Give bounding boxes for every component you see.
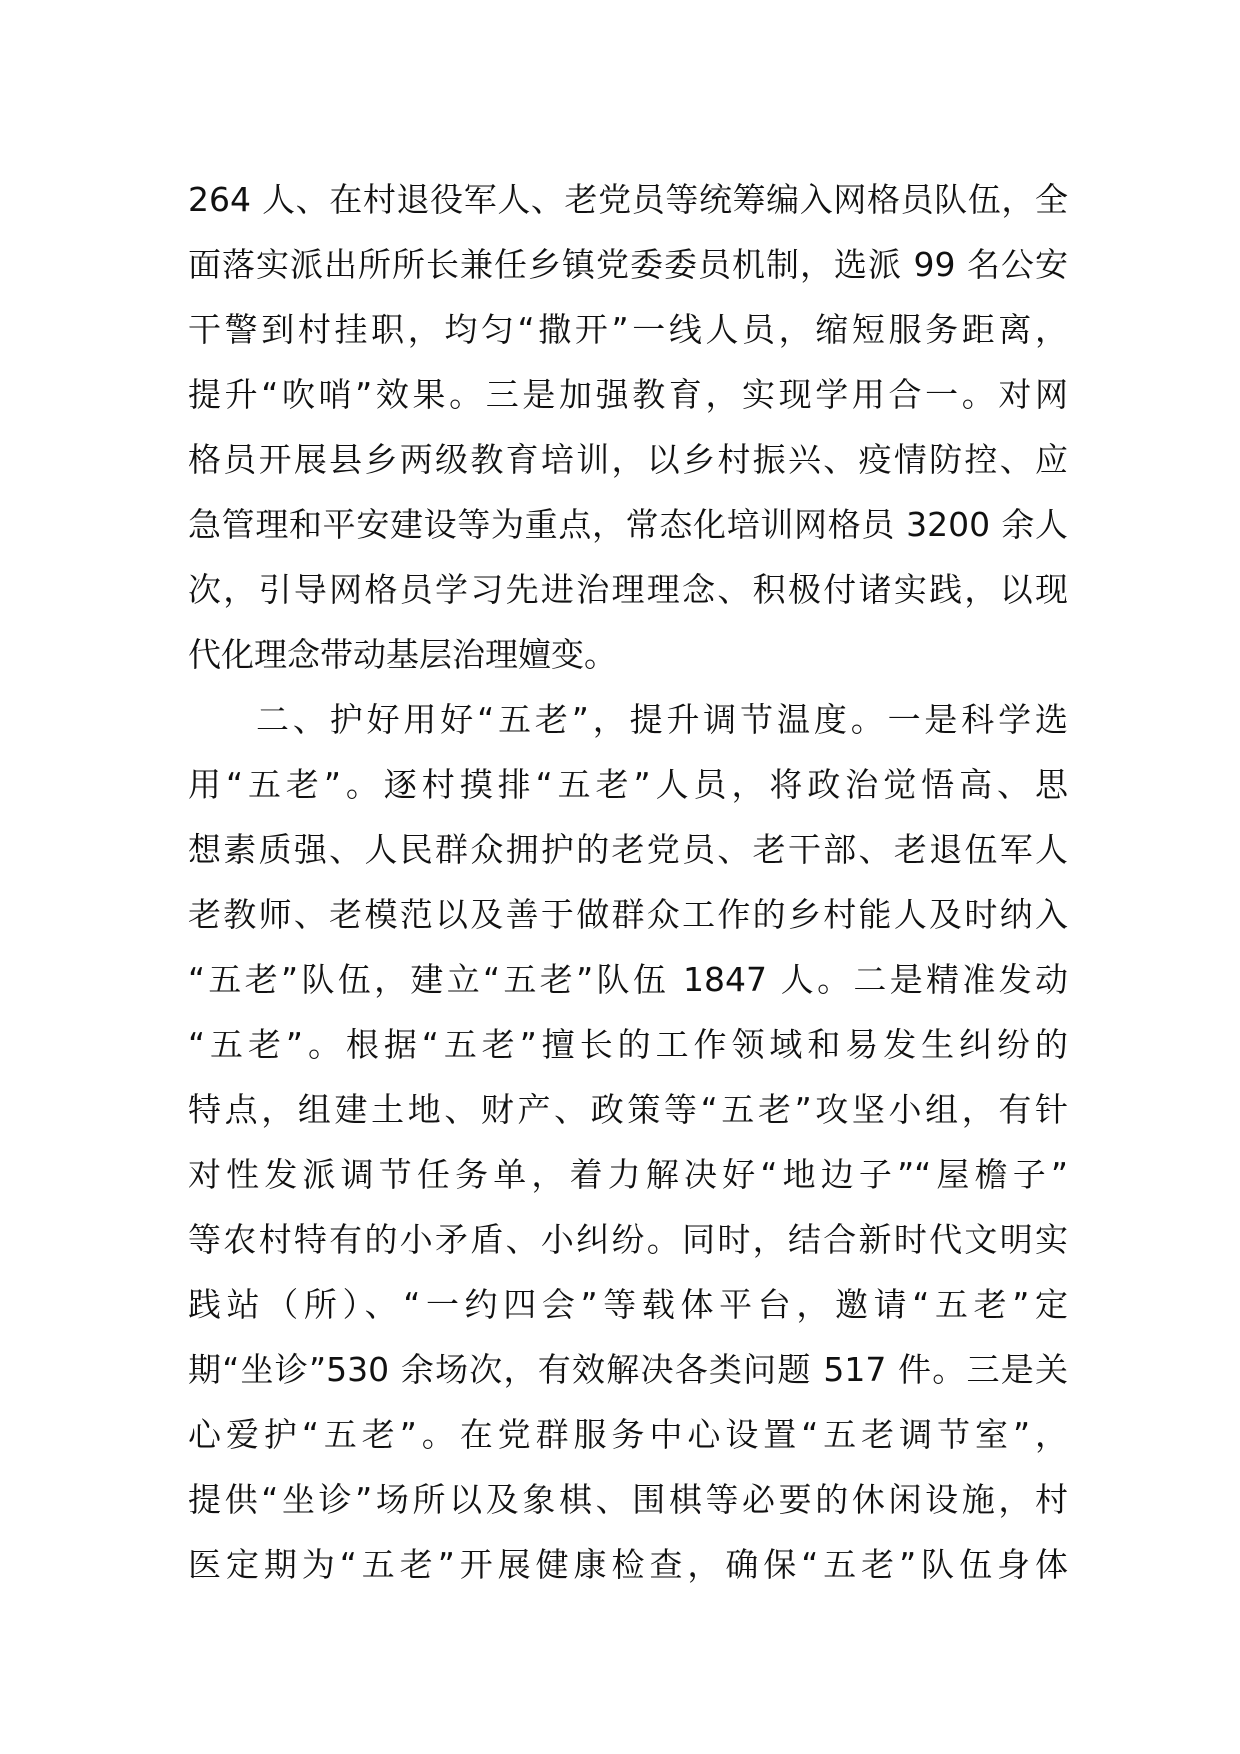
text-line: 代化理念带动基层治理嬗变。: [188, 635, 617, 674]
text-line: 次，引导网格员学习先进治理理念、积极付诸实践，以现: [188, 570, 1068, 609]
text-line: 老教师、老模范以及善于做群众工作的乡村能人及时纳入: [188, 895, 1068, 934]
body-text: [188, 167, 1068, 1597]
text-line: 医定期为“五老”开展健康检查，确保“五老”队伍身体: [188, 1545, 1068, 1584]
text-line: 干警到村挂职，均匀“撒开”一线人员，缩短服务距离，: [188, 310, 1068, 349]
text-line: 对性发派调节任务单，着力解决好“地边子”“屋檐子”: [188, 1155, 1068, 1194]
text-line: “五老”队伍，建立“五老”队伍 1847 人。二是精准发动: [188, 960, 1068, 999]
text-line: 等农村特有的小矛盾、小纠纷。同时，结合新时代文明实: [188, 1220, 1068, 1259]
text-line: 特点，组建土地、财产、政策等“五老”攻坚小组，有针: [188, 1090, 1068, 1129]
text-line: 践站（所）、“一约四会”等载体平台，邀请“五老”定: [188, 1285, 1068, 1324]
text-line: 264 人、在村退役军人、老党员等统筹编入网格员队伍，全: [188, 180, 1068, 219]
text-line: 心爱护“五老”。在党群服务中心设置“五老调节室”，: [188, 1415, 1068, 1454]
text-line: 提供“坐诊”场所以及象棋、围棋等必要的休闲设施，村: [188, 1480, 1068, 1519]
text-line: 提升“吹哨”效果。三是加强教育，实现学用合一。对网: [188, 375, 1068, 414]
section-heading-line: 二、护好用好“五老”，提升调节温度。一是科学选: [256, 700, 1068, 739]
text-line: 急管理和平安建设等为重点，常态化培训网格员 3200 余人: [188, 505, 1068, 544]
text-line: 用“五老”。逐村摸排“五老”人员，将政治觉悟高、思: [188, 765, 1068, 804]
text-line: 格员开展县乡两级教育培训，以乡村振兴、疫情防控、应: [188, 440, 1068, 479]
text-line: “五老”。根据“五老”擅长的工作领域和易发生纠纷的: [188, 1025, 1068, 1064]
text-line: 想素质强、人民群众拥护的老党员、老干部、老退伍军人: [188, 830, 1068, 869]
text-line: 期“坐诊”530 余场次，有效解决各类问题 517 件。三是关: [188, 1350, 1068, 1389]
text-line: 面落实派出所所长兼任乡镇党委委员机制，选派 99 名公安: [188, 245, 1068, 284]
